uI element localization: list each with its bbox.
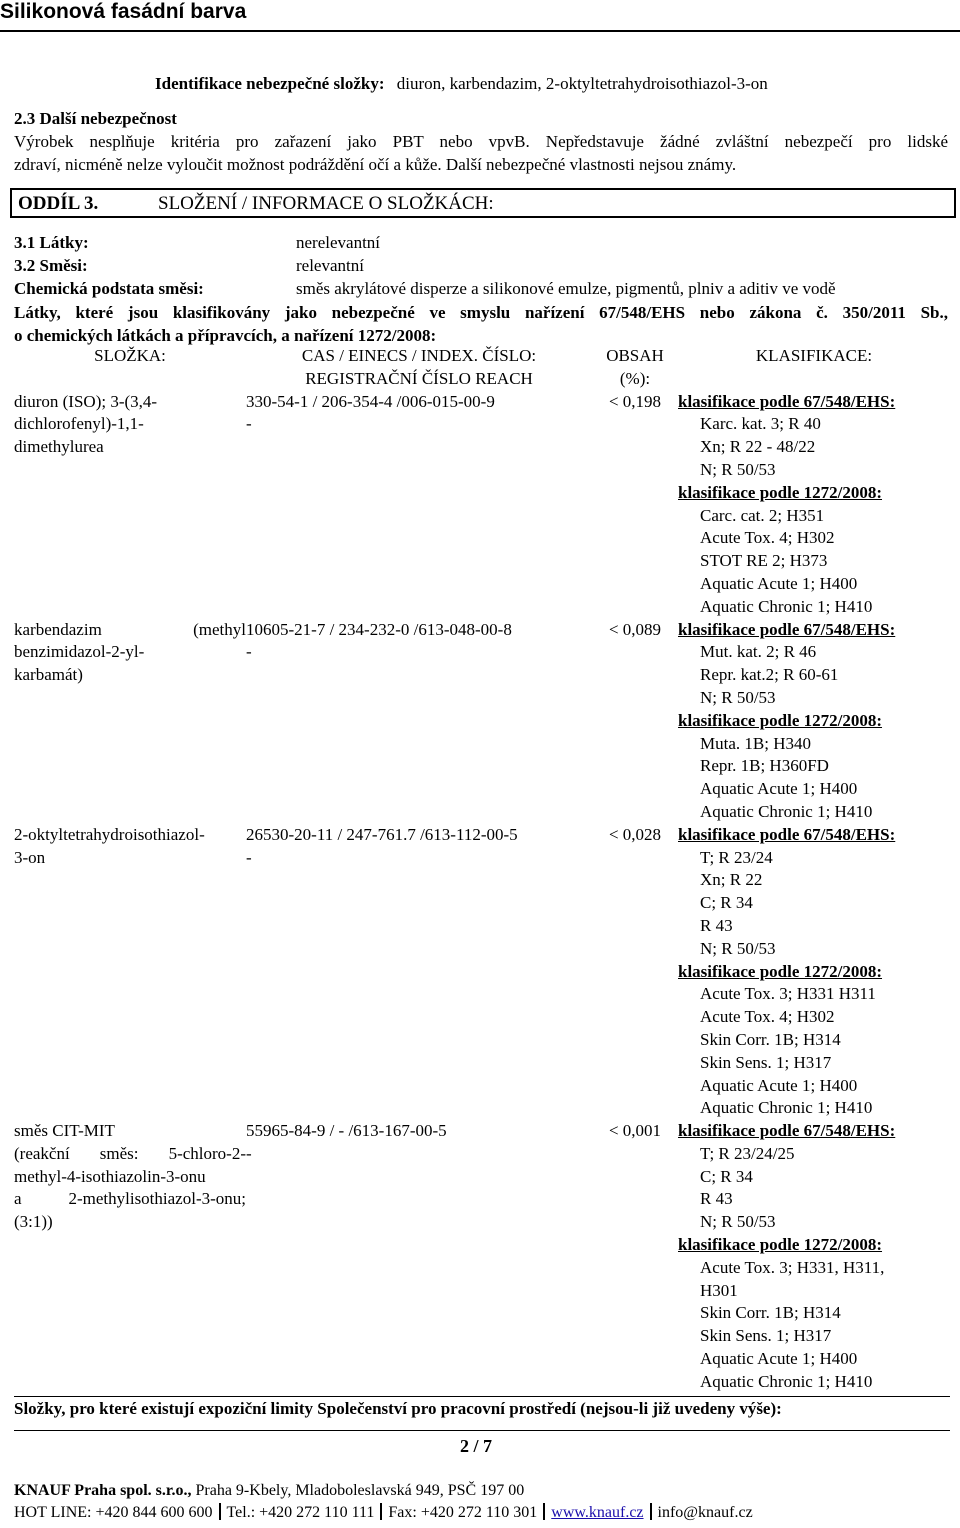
classification-entry: Aquatic Chronic 1; H410 (700, 596, 873, 616)
component-line: diuron (ISO); 3-(3,4- (14, 391, 158, 411)
classification-entry: Mut. kat. 2; R 46 (700, 642, 817, 662)
classified-intro-line: Látky, které jsou klasifikovány jako nebezpečné ve smyslu nařízení 67/548/EHS nebo zákona č. 350/2011 Sb., (14, 303, 948, 322)
classification-entry: Aquatic Acute 1; H400 (700, 1075, 858, 1095)
classification-entry: Muta. 1B; H340 (700, 733, 811, 753)
classification-entry: C; R 34 (700, 1166, 753, 1186)
classification-head: klasifikace podle 67/548/EHS: (678, 619, 896, 639)
classification-entry: N; R 50/53 (700, 938, 776, 958)
page-number: 2 / 7 (460, 1436, 493, 1456)
header-component (14, 345, 246, 391)
classification-entry: N; R 50/53 (700, 687, 776, 707)
classification-cell (678, 391, 950, 619)
footer-tel: Tel.: +420 272 110 111 (226, 1504, 375, 1521)
classification-entry: H301 (700, 1280, 738, 1300)
component-line: (reakční směs: 5-chloro-2- (14, 1143, 246, 1163)
table-row (14, 391, 950, 619)
table-row (14, 619, 950, 824)
footer-hotline: HOT LINE: +420 844 600 600 (14, 1504, 213, 1521)
classification-entry: Aquatic Chronic 1; H410 (700, 1371, 873, 1391)
content-cell: < 0,198 (608, 391, 662, 411)
classified-substances-intro (14, 302, 948, 348)
classification-entry: Xn; R 22 - 48/22 (700, 437, 816, 457)
header-content-line: (%): (619, 368, 651, 388)
reach-number: - (246, 1143, 252, 1163)
header-component-text: SLOŽKA: (94, 346, 166, 365)
section-2-3-heading: 2.3 Další nebezpečnost (14, 109, 177, 128)
classification-cell (678, 1120, 950, 1394)
substances-value: nerelevantní (296, 233, 381, 252)
header-cas (246, 345, 592, 391)
section-2-3-text (14, 131, 948, 177)
classification-head: klasifikace podle 1272/2008: (678, 710, 883, 730)
classification-entry: Repr. 1B; H360FD (700, 756, 829, 776)
hazard-identification (155, 73, 768, 95)
hazard-identification-label: Identifikace nebezpečné složky: (155, 74, 385, 93)
component-cell (14, 619, 246, 824)
exposure-limits-note: Složky, pro které existují expoziční limity Společenství pro pracovní prostředí (nejsou-li již uvedeny výše): (14, 1399, 782, 1418)
header-content-line: OBSAH (606, 346, 664, 365)
classification-cell (678, 619, 950, 824)
header-classification-text: KLASIFIKACE: (755, 346, 873, 365)
classification-entry: T; R 23/24/25 (700, 1143, 795, 1163)
reach-number: - (246, 847, 252, 867)
footer-company: KNAUF Praha spol. s.r.o., (14, 1482, 192, 1499)
component-line: methyl-4-isothiazolin-3-onu (14, 1166, 206, 1186)
classification-entry: N; R 50/53 (700, 1212, 776, 1232)
component-cell (14, 391, 246, 619)
chemical-nature-value: směs akrylátové disperze a silikonové emulze, pigmentů, plniv a aditiv ve vodě (296, 279, 836, 298)
classification-entry: Aquatic Chronic 1; H410 (700, 1098, 873, 1118)
classification-entry: Acute Tox. 3; H331, H311, (700, 1257, 885, 1277)
classification-entry: Skin Sens. 1; H317 (700, 1052, 832, 1072)
cas-cell (246, 1120, 592, 1394)
substances-label: 3.1 Látky: (14, 233, 89, 252)
classification-head: klasifikace podle 1272/2008: (678, 1235, 883, 1255)
classification-entry: Acute Tox. 4; H302 (700, 1007, 835, 1027)
classification-entry: Aquatic Acute 1; H400 (700, 779, 858, 799)
header-content (592, 345, 678, 391)
cas-cell (246, 619, 592, 824)
classification-entry: Repr. kat.2; R 60-61 (700, 665, 839, 685)
classification-entry: Skin Sens. 1; H317 (700, 1326, 832, 1346)
classification-entry: Skin Corr. 1B; H314 (700, 1029, 841, 1049)
component-line: směs CIT-MIT (14, 1121, 115, 1141)
classification-entry: Karc. kat. 3; R 40 (700, 414, 821, 434)
table-header-row (14, 345, 950, 391)
classified-intro-line: o chemických látkách a přípravcích, a nařízení 1272/2008: (14, 325, 437, 345)
footer-address-text: Praha 9-Kbely, Mladoboleslavská 949, PSČ 197 00 (191, 1482, 525, 1499)
classification-cell (678, 824, 950, 1120)
footer-separator (543, 1503, 545, 1520)
footer-web-link[interactable]: www.knauf.cz (551, 1504, 644, 1521)
component-line: karbamát) (14, 665, 83, 685)
header-cas-line: CAS / EINECS / INDEX. ČÍSLO: (301, 346, 537, 365)
classification-entry: Aquatic Chronic 1; H410 (700, 801, 873, 821)
classification-entry: C; R 34 (700, 893, 753, 913)
table-row (14, 1120, 950, 1394)
classification-entry: R 43 (700, 915, 733, 935)
footer-separator (380, 1503, 382, 1520)
table-bottom-rule (14, 1396, 950, 1397)
component-line: benzimidazol-2-yl- (14, 642, 145, 662)
classification-entry: Skin Corr. 1B; H314 (700, 1303, 841, 1323)
reach-number: - (246, 414, 252, 434)
cas-number: 55965-84-9 / - /613-167-00-5 (246, 1121, 447, 1141)
component-cell (14, 1120, 246, 1394)
content-cell: < 0,089 (608, 619, 662, 639)
classification-entry: T; R 23/24 (700, 847, 773, 867)
classification-entry: Carc. cat. 2; H351 (700, 505, 825, 525)
component-line: 3-on (14, 847, 46, 867)
component-cell (14, 824, 246, 1120)
component-line: dichlorofenyl)-1,1- (14, 414, 144, 434)
footer-address (14, 1481, 524, 1501)
header-classification (678, 345, 950, 391)
classification-entry: Acute Tox. 3; H331 H311 (700, 984, 876, 1004)
section-3-number: ODDÍL 3. (18, 193, 99, 214)
content-cell: < 0,028 (608, 824, 662, 844)
classification-entry: R 43 (700, 1189, 733, 1209)
classification-head: klasifikace podle 67/548/EHS: (678, 391, 896, 411)
section-3-header (10, 188, 956, 218)
classification-entry: STOT RE 2; H373 (700, 551, 828, 571)
component-line: 2-oktyltetrahydroisothiazol- (14, 824, 205, 844)
components-table (14, 345, 950, 1394)
classification-entry: N; R 50/53 (700, 459, 776, 479)
classification-head: klasifikace podle 1272/2008: (678, 482, 883, 502)
document-title: Silikonová fasádní barva (0, 0, 247, 23)
footer-separator (219, 1503, 221, 1520)
classification-entry: Aquatic Acute 1; H400 (700, 573, 858, 593)
table-row (14, 824, 950, 1120)
component-line: karbendazim (methyl (14, 619, 246, 639)
component-line: dimethylurea (14, 437, 104, 457)
classification-head: klasifikace podle 1272/2008: (678, 961, 883, 981)
cas-cell (246, 391, 592, 619)
section-2-3-line: Výrobek nesplňuje kritéria pro zařazení jako PBT nebo vpvB. Nepředstavuje žádné zvláštní nebezpečí pro lidské (14, 132, 948, 151)
mixtures-value: relevantní (296, 256, 364, 275)
classification-head: klasifikace podle 67/548/EHS: (678, 1121, 896, 1141)
header-cas-line: REGISTRAČNÍ ČÍSLO REACH (305, 368, 533, 388)
footer-separator (650, 1503, 652, 1520)
footer-contacts (14, 1503, 753, 1523)
classification-entry: Acute Tox. 4; H302 (700, 528, 835, 548)
cas-number: 10605-21-7 / 234-232-0 /613-048-00-8 (246, 619, 512, 639)
cas-number: 26530-20-11 / 247-761.7 /613-112-00-5 (246, 824, 518, 844)
cas-cell (246, 824, 592, 1120)
chemical-nature-label: Chemická podstata směsi: (14, 279, 204, 298)
classification-head: klasifikace podle 67/548/EHS: (678, 824, 896, 844)
classification-entry: Xn; R 22 (700, 870, 763, 890)
cas-number: 330-54-1 / 206-354-4 /006-015-00-9 (246, 391, 495, 411)
footer-fax: Fax: +420 272 110 301 (388, 1504, 538, 1521)
content-cell: < 0,001 (608, 1121, 662, 1141)
title-divider (0, 30, 960, 32)
classification-entry: Aquatic Acute 1; H400 (700, 1349, 858, 1369)
mixtures-label: 3.2 Směsi: (14, 256, 88, 275)
section-3-title: SLOŽENÍ / INFORMACE O SLOŽKÁCH: (158, 193, 494, 214)
footer-email[interactable]: info@knauf.cz (657, 1504, 753, 1521)
section-2-3-line: zdraví, nicméně nelze vyloučit možnost podráždění očí a kůže. Další nebezpečné vlastnosti nejsou známy. (14, 154, 737, 174)
reach-number: - (246, 642, 252, 662)
component-line: (3:1)) (14, 1212, 53, 1232)
footer-divider (14, 1430, 950, 1431)
hazard-identification-value: diuron, karbendazim, 2-oktyltetrahydroisothiazol-3-on (396, 74, 768, 93)
component-line: a 2-methylisothiazol-3-onu; (14, 1189, 246, 1209)
